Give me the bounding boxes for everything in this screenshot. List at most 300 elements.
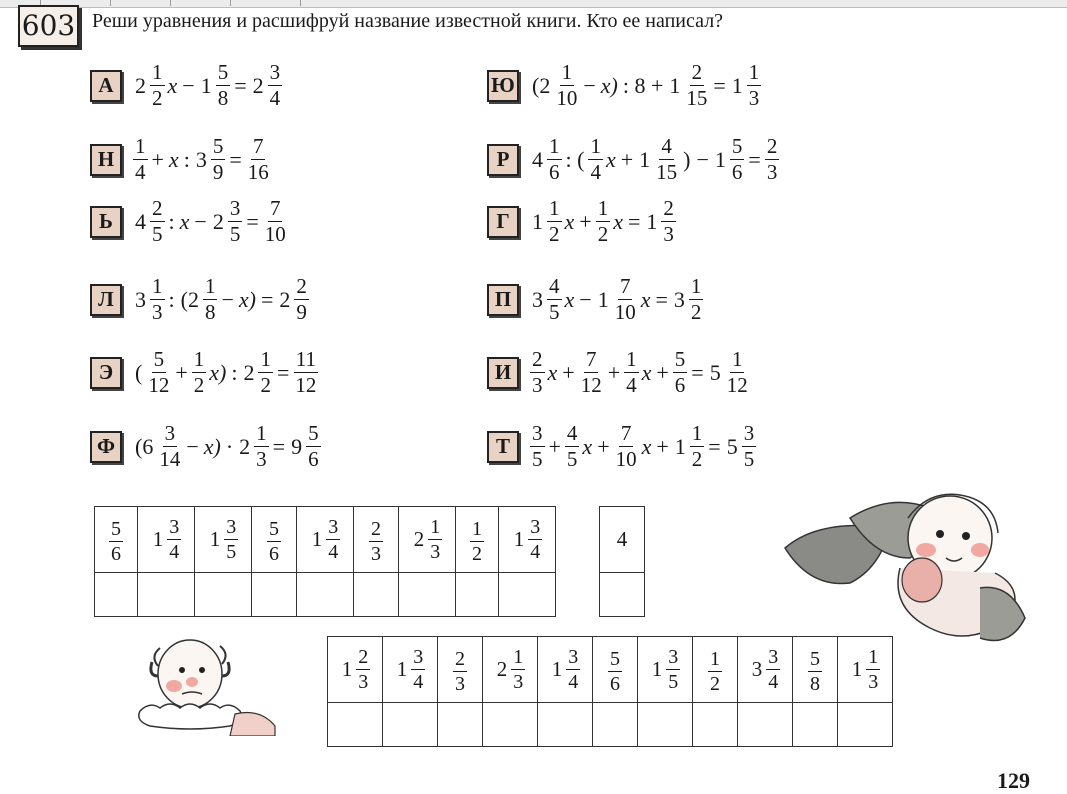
numerator: 2 [152, 196, 163, 220]
whole-part: 1 [714, 146, 726, 172]
whole-part: 1 [209, 527, 221, 551]
fraction [673, 349, 688, 396]
denominator: 8 [810, 672, 820, 695]
cell-value [309, 517, 342, 562]
fraction [224, 517, 238, 562]
denominator: 2 [690, 300, 702, 324]
answer-value-cell [252, 507, 297, 573]
equation-expr-i [529, 349, 751, 396]
fraction [254, 423, 269, 470]
fraction [654, 136, 679, 183]
operator: = [276, 359, 290, 385]
fraction [725, 349, 750, 396]
numerator: 1 [690, 274, 702, 298]
cell-value [649, 647, 682, 692]
denominator: 12 [580, 373, 602, 397]
fraction [453, 649, 467, 694]
denominator: 2 [152, 86, 163, 110]
letter-box-l: Л [90, 284, 122, 316]
whole-part: 1 [851, 657, 863, 681]
fraction [150, 62, 165, 109]
numerator: 5 [731, 134, 743, 158]
mixed-number [724, 423, 758, 470]
fraction [530, 423, 545, 470]
answer-value-cell [693, 637, 738, 703]
operator: = [229, 146, 242, 172]
operator: : [168, 208, 175, 234]
operator: + [579, 208, 592, 234]
fraction [708, 649, 722, 694]
variable: x) [600, 72, 618, 98]
denominator: 10 [556, 86, 578, 110]
numerator: 1 [152, 60, 163, 84]
denominator: 5 [549, 300, 560, 324]
page-number: 129 [997, 768, 1030, 793]
denominator: 5 [743, 447, 755, 471]
variable: x) [209, 359, 227, 385]
denominator: 4 [530, 541, 541, 563]
mixed-number [671, 276, 705, 323]
fraction [666, 647, 680, 692]
mixed-number [729, 62, 763, 109]
fraction [530, 349, 545, 396]
answer-letter-cell [638, 703, 693, 747]
numerator: 1 [513, 646, 524, 668]
mixed-number [707, 349, 751, 396]
denominator: 3 [748, 86, 760, 110]
fraction [211, 136, 226, 183]
whole-part: 1 [532, 208, 543, 234]
numerator: 1 [597, 196, 609, 220]
operator: = [260, 286, 274, 312]
operator: − [583, 72, 596, 98]
cell-value [339, 647, 372, 692]
denominator: 3 [455, 672, 465, 695]
mixed-number [240, 349, 274, 396]
variable: x [547, 359, 558, 385]
fraction [766, 647, 780, 692]
answer-value-cell [483, 637, 538, 703]
denominator: 3 [532, 373, 543, 397]
numerator: 3 [568, 646, 579, 668]
answer-letter-cell [793, 703, 838, 747]
answer-letter-cell [456, 573, 499, 617]
whole-part: 1 [646, 208, 658, 234]
numerator: 2 [358, 646, 369, 668]
operator: − [696, 146, 709, 172]
answer-value-cell [354, 507, 399, 573]
mixed-number [132, 198, 166, 245]
numerator: 2 [455, 647, 465, 670]
answer-letter-cell [499, 573, 556, 617]
answer-letter-cell [593, 703, 638, 747]
cell-value [494, 647, 527, 692]
numerator: 1 [256, 421, 267, 445]
whole-part: 2 [252, 72, 264, 98]
fraction [588, 136, 603, 183]
fraction [294, 276, 309, 323]
numerator: 2 [691, 60, 703, 84]
cell-value [469, 519, 485, 564]
cell-value [707, 649, 723, 694]
numerator: 3 [743, 421, 755, 445]
denominator: 12 [148, 373, 170, 397]
answer-letter-cell [328, 703, 383, 747]
denominator: 15 [656, 160, 678, 184]
fraction [150, 198, 165, 245]
denominator: 6 [269, 542, 279, 565]
equation-expr-f [132, 423, 322, 470]
operator: + [175, 359, 188, 385]
numerator: 1 [710, 647, 720, 670]
letter-box-yu: Ю [487, 70, 519, 102]
fraction [547, 136, 562, 183]
fraction [192, 349, 207, 396]
operator: − [182, 72, 195, 98]
whole-part: 1 [551, 657, 563, 681]
letter-box-n: Н [90, 144, 122, 176]
cell-value [207, 517, 240, 562]
mixed-number [595, 276, 639, 323]
fraction [730, 136, 745, 183]
operator: (2 [180, 286, 199, 312]
fraction [614, 423, 639, 470]
denominator: 5 [532, 447, 543, 471]
fraction [547, 198, 562, 245]
numerator: 2 [663, 196, 674, 220]
operator: : 8 + [622, 72, 664, 98]
numerator: 5 [610, 647, 620, 670]
fraction [258, 349, 273, 396]
whole-part: 3 [195, 146, 207, 172]
numerator: 4 [566, 421, 578, 445]
fraction [747, 62, 762, 109]
mixed-number [198, 62, 232, 109]
fraction [306, 423, 321, 470]
problem-number: 603 [18, 5, 79, 47]
numerator: 3 [532, 421, 543, 445]
operator: = [691, 359, 704, 385]
variable: x [179, 208, 190, 234]
equation-yu [487, 62, 762, 109]
denominator: 3 [513, 671, 524, 693]
numerator: 2 [371, 517, 381, 540]
mixed-number [250, 62, 284, 109]
whole-part: 4 [616, 527, 628, 551]
fraction [566, 647, 580, 692]
answer-value-cell [399, 507, 456, 573]
denominator: 5 [229, 222, 241, 246]
fraction [133, 136, 148, 183]
whole-part: 3 [532, 286, 543, 312]
equation-expr-n [132, 136, 272, 183]
answer-grid-title-word1 [94, 506, 556, 617]
answer-letter-cell [483, 703, 538, 747]
fraction [326, 517, 340, 562]
whole-part: 2 [239, 433, 251, 459]
answer-letter-cell [738, 703, 793, 747]
numerator: 5 [308, 421, 319, 445]
whole-part: 2 [212, 208, 224, 234]
denominator: 3 [256, 447, 267, 471]
denominator: 5 [152, 222, 163, 246]
fraction [267, 519, 281, 564]
fraction [689, 276, 704, 323]
equation-expr-a [132, 62, 283, 109]
mixed-number [666, 62, 710, 109]
whole-part: 3 [751, 657, 763, 681]
answer-letter-cell [600, 573, 645, 617]
fraction [246, 136, 271, 183]
denominator: 9 [296, 300, 307, 324]
whole-part: 2 [243, 359, 255, 385]
fraction [356, 647, 370, 692]
denominator: 2 [597, 222, 609, 246]
answer-value-cell [456, 507, 499, 573]
numerator: 3 [229, 196, 241, 220]
denominator: 5 [566, 447, 578, 471]
whole-part: 1 [651, 657, 663, 681]
answer-value-cell [438, 637, 483, 703]
numerator: 5 [269, 517, 279, 540]
answer-value-cell [195, 507, 252, 573]
mixed-number [210, 198, 244, 245]
variable: x [168, 146, 179, 172]
fraction [565, 423, 580, 470]
numerator: 1 [152, 274, 163, 298]
whole-part: 1 [311, 527, 323, 551]
numerator: 1 [260, 347, 271, 371]
whole-part: 1 [341, 657, 353, 681]
operator: ) [683, 146, 691, 172]
denominator: 6 [308, 447, 319, 471]
denominator: 2 [691, 447, 703, 471]
variable: x [641, 359, 652, 385]
equation-expr-g [529, 198, 677, 245]
mixed-number [529, 276, 563, 323]
operator: + [597, 433, 610, 459]
letter-box-p: П [487, 284, 519, 316]
fraction [216, 62, 231, 109]
variable: x [167, 72, 178, 98]
answer-value-cell [383, 637, 438, 703]
numerator: 2 [532, 347, 543, 371]
equation-a [90, 62, 283, 109]
answer-value-cell [95, 507, 138, 573]
letter-box-soft-sign: Ь [90, 206, 122, 238]
denominator: 6 [111, 542, 121, 565]
problem-title: Реши уравнения и расшифруй название известной книги. Кто ее написал? [92, 10, 724, 32]
numerator: 7 [620, 421, 632, 445]
fraction [228, 198, 243, 245]
fraction [369, 519, 383, 564]
letter-box-a: А [90, 70, 122, 102]
whole-part: 1 [674, 433, 686, 459]
operator: − [221, 286, 234, 312]
whole-part: 2 [279, 286, 291, 312]
fraction [596, 198, 611, 245]
mixed-number [276, 276, 310, 323]
fraction [765, 136, 780, 183]
whole-part: 2 [135, 72, 146, 98]
operator: + [151, 146, 164, 172]
operator: = [272, 433, 286, 459]
whole-part: 9 [291, 433, 303, 459]
numerator: 1 [626, 347, 637, 371]
denominator: 6 [731, 160, 743, 184]
equation-expr-r [529, 136, 780, 183]
operator: − [579, 286, 592, 312]
cell-value [368, 519, 384, 564]
mixed-number [529, 136, 563, 183]
mixed-number [236, 423, 270, 470]
answer-letter-cell [297, 573, 354, 617]
equation-e [90, 349, 319, 396]
equation-l [90, 276, 310, 323]
equation-p [487, 276, 704, 323]
answer-letter-cell [438, 703, 483, 747]
operator: (2 [532, 72, 551, 98]
mixed-number [288, 423, 322, 470]
numerator: 1 [691, 421, 703, 445]
denominator: 5 [668, 671, 679, 693]
numerator: 3 [269, 60, 281, 84]
numerator: 1 [868, 646, 879, 668]
answer-letter-cell [354, 573, 399, 617]
denominator: 6 [610, 672, 620, 695]
numerator: 4 [549, 274, 560, 298]
denominator: 8 [217, 86, 229, 110]
fraction [661, 198, 676, 245]
numerator: 1 [561, 60, 573, 84]
operator: = [234, 72, 247, 98]
answer-letter-cell [399, 573, 456, 617]
equation-expr-yu [529, 62, 762, 109]
fraction [613, 276, 638, 323]
operator: (6 [135, 433, 154, 459]
denominator: 4 [135, 160, 146, 184]
variable: x [640, 286, 651, 312]
cell-value [749, 647, 782, 692]
equation-expr-p [529, 276, 704, 323]
answer-value-cell [600, 507, 645, 573]
numerator: 11 [295, 347, 316, 371]
cell-value [511, 517, 544, 562]
answer-letter-cell [195, 573, 252, 617]
numerator: 7 [585, 347, 597, 371]
fraction [579, 349, 604, 396]
denominator: 9 [212, 160, 224, 184]
operator: + [562, 359, 575, 385]
top-toolbar-strip [0, 0, 1067, 8]
answer-value-cell [499, 507, 556, 573]
variable: x [613, 208, 623, 234]
numerator: 1 [472, 517, 482, 540]
fraction [167, 517, 181, 562]
answer-grid-title-word2 [599, 506, 645, 617]
variable: x [564, 286, 575, 312]
child-with-hat-illustration [780, 488, 1040, 660]
numerator: 5 [217, 60, 229, 84]
fraction [150, 276, 165, 323]
fraction [528, 517, 542, 562]
fraction [684, 62, 709, 109]
equation-f [90, 423, 322, 470]
denominator: 12 [295, 373, 317, 397]
operator: = [748, 146, 761, 172]
numerator: 2 [296, 274, 307, 298]
denominator: 4 [768, 671, 779, 693]
letter-box-e: Э [90, 357, 122, 389]
numerator: 1 [748, 60, 760, 84]
mixed-number [529, 198, 563, 245]
letter-box-f: Ф [90, 431, 122, 463]
denominator: 10 [614, 300, 636, 324]
cell-value [607, 649, 623, 694]
denominator: 4 [626, 373, 637, 397]
numerator: 5 [212, 134, 224, 158]
denominator: 3 [663, 222, 674, 246]
fraction [690, 423, 705, 470]
mixed-number [636, 136, 680, 183]
denominator: 3 [358, 671, 369, 693]
equation-i [487, 349, 751, 396]
numerator: 3 [530, 516, 541, 538]
whole-part: 5 [709, 359, 721, 385]
answer-letter-cell [693, 703, 738, 747]
whole-part: 1 [639, 146, 651, 172]
whole-part: 1 [597, 286, 609, 312]
numerator: 3 [169, 516, 180, 538]
cell-value [108, 519, 124, 564]
whole-part: 1 [200, 72, 212, 98]
denominator: 4 [413, 671, 424, 693]
cell-value [549, 647, 582, 692]
whole-part: 5 [726, 433, 738, 459]
denominator: 2 [710, 672, 720, 695]
numerator: 3 [668, 646, 679, 668]
denominator: 4 [590, 160, 601, 184]
operator: : [168, 286, 175, 312]
whole-part: 4 [532, 146, 543, 172]
whole-part: 1 [669, 72, 681, 98]
operator: : [183, 146, 190, 172]
mixed-number [193, 136, 227, 183]
numerator: 3 [164, 421, 176, 445]
operator: − [194, 208, 207, 234]
operator: = [708, 433, 721, 459]
equation-expr-t [529, 423, 757, 470]
denominator: 16 [247, 160, 269, 184]
variable: x) [238, 286, 256, 312]
operator: ( [135, 359, 143, 385]
operator: + [656, 359, 669, 385]
denominator: 6 [549, 160, 560, 184]
numerator: 1 [193, 347, 205, 371]
old-man-illustration [130, 636, 280, 736]
operator: = [655, 286, 668, 312]
numerator: 7 [269, 196, 281, 220]
denominator: 3 [868, 671, 879, 693]
numerator: 5 [153, 347, 165, 371]
denominator: 4 [169, 541, 180, 563]
cell-value [411, 517, 444, 562]
equation-n [90, 136, 272, 183]
fraction [157, 423, 182, 470]
numerator: 1 [731, 347, 743, 371]
numerator: 1 [590, 134, 601, 158]
operator: + [607, 359, 621, 385]
